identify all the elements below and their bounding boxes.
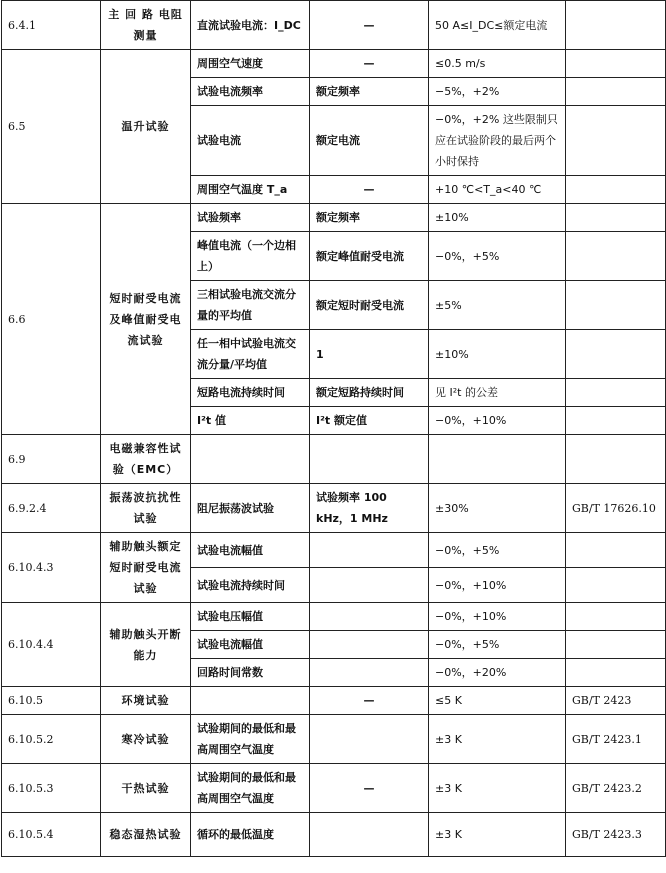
- standard-cell: [566, 435, 666, 484]
- tolerance-cell: ≤0.5 m/s: [429, 50, 566, 78]
- tolerance-cell: ±10%: [429, 330, 566, 379]
- parameter-cell: 短路电流持续时间: [191, 379, 310, 407]
- condition-cell: [310, 631, 429, 659]
- standard-cell: GB/T 2423.2: [566, 764, 666, 813]
- standard-cell: [566, 1, 666, 50]
- standard-cell: GB/T 2423.1: [566, 715, 666, 764]
- parameter-cell: [191, 435, 310, 484]
- standard-cell: [566, 330, 666, 379]
- standard-cell: GB/T 17626.10: [566, 484, 666, 533]
- test-name: 辅助触头额定短时耐受电流试验: [101, 533, 191, 603]
- parameter-cell: 回路时间常数: [191, 659, 310, 687]
- standard-cell: [566, 631, 666, 659]
- tolerance-cell: ±10%: [429, 204, 566, 232]
- standard-cell: [566, 568, 666, 603]
- condition-cell: —: [310, 176, 429, 204]
- condition-cell: [310, 603, 429, 631]
- condition-cell: —: [310, 50, 429, 78]
- test-name: 主 回 路 电阻测量: [101, 1, 191, 50]
- test-name: 振荡波抗扰性试验: [101, 484, 191, 533]
- table-row: [2, 813, 666, 857]
- tolerance-cell: +10 ℃<T_a<40 ℃: [429, 176, 566, 204]
- standard-cell: [566, 659, 666, 687]
- clause-number: 6.6: [2, 204, 101, 435]
- tolerance-cell: ±3 K: [429, 715, 566, 764]
- parameter-cell: 任一相中试验电流交流分量/平均值: [191, 330, 310, 379]
- table-row: [2, 764, 666, 813]
- tolerance-cell: [429, 435, 566, 484]
- parameter-cell: 周围空气温度 T_a: [191, 176, 310, 204]
- table-row: [2, 204, 666, 232]
- test-name: 环境试验: [101, 687, 191, 715]
- tolerance-cell: ±30%: [429, 484, 566, 533]
- parameter-cell: 循环的最低温度: [191, 813, 310, 857]
- parameter-cell: 试验期间的最低和最高周围空气温度: [191, 715, 310, 764]
- test-name: 温升试验: [101, 50, 191, 204]
- parameter-cell: 阻尼振荡波试验: [191, 484, 310, 533]
- parameter-cell: 试验电流幅值: [191, 533, 310, 568]
- standard-cell: [566, 78, 666, 106]
- standard-cell: [566, 281, 666, 330]
- parameter-cell: 试验频率: [191, 204, 310, 232]
- standard-cell: [566, 176, 666, 204]
- table-row: [2, 687, 666, 715]
- test-name: 稳态湿热试验: [101, 813, 191, 857]
- clause-number: 6.10.5.4: [2, 813, 101, 857]
- parameter-cell: [191, 687, 310, 715]
- table-row: [2, 715, 666, 764]
- condition-cell: 1: [310, 330, 429, 379]
- tolerance-cell: −5%，+2%: [429, 78, 566, 106]
- clause-number: 6.4.1: [2, 1, 101, 50]
- condition-cell: 额定峰值耐受电流: [310, 232, 429, 281]
- parameter-cell: I²t 值: [191, 407, 310, 435]
- test-name: 短时耐受电流及峰值耐受电流试验: [101, 204, 191, 435]
- standard-cell: [566, 379, 666, 407]
- parameter-cell: 试验电流频率: [191, 78, 310, 106]
- standard-cell: [566, 232, 666, 281]
- parameter-cell: 试验电流持续时间: [191, 568, 310, 603]
- tolerance-cell: 50 A≤I_DC≤额定电流: [429, 1, 566, 50]
- parameter-cell: 试验电压幅值: [191, 603, 310, 631]
- standard-cell: [566, 106, 666, 176]
- parameter-cell: 试验期间的最低和最高周围空气温度: [191, 764, 310, 813]
- table-row: [2, 484, 666, 533]
- table-row: [2, 533, 666, 568]
- tolerance-cell: −0%，+10%: [429, 603, 566, 631]
- condition-cell: 额定电流: [310, 106, 429, 176]
- clause-number: 6.10.5: [2, 687, 101, 715]
- condition-cell: —: [310, 1, 429, 50]
- tolerance-table: [1, 0, 666, 857]
- clause-number: 6.10.5.3: [2, 764, 101, 813]
- tolerance-cell: ±3 K: [429, 764, 566, 813]
- tolerance-cell: ±5%: [429, 281, 566, 330]
- clause-number: 6.5: [2, 50, 101, 204]
- test-name: 干热试验: [101, 764, 191, 813]
- tolerance-cell: −0%，+2% 这些限制只应在试验阶段的最后两个小时保持: [429, 106, 566, 176]
- condition-cell: 额定频率: [310, 204, 429, 232]
- parameter-cell: 直流试验电流：I_DC: [191, 1, 310, 50]
- condition-cell: 试验频率 100 kHz，1 MHz: [310, 484, 429, 533]
- condition-cell: [310, 813, 429, 857]
- standard-cell: GB/T 2423.3: [566, 813, 666, 857]
- standard-cell: [566, 603, 666, 631]
- condition-cell: [310, 435, 429, 484]
- clause-number: 6.10.4.3: [2, 533, 101, 603]
- table-row: [2, 603, 666, 631]
- condition-cell: I²t 额定值: [310, 407, 429, 435]
- table-row: [2, 50, 666, 78]
- clause-number: 6.9: [2, 435, 101, 484]
- parameter-cell: 试验电流幅值: [191, 631, 310, 659]
- standard-cell: [566, 407, 666, 435]
- condition-cell: [310, 533, 429, 568]
- clause-number: 6.10.5.2: [2, 715, 101, 764]
- tolerance-cell: −0%，+10%: [429, 568, 566, 603]
- standard-cell: GB/T 2423: [566, 687, 666, 715]
- table-row: [2, 1, 666, 50]
- tolerance-cell: −0%，+5%: [429, 533, 566, 568]
- condition-cell: —: [310, 687, 429, 715]
- test-name: 辅助触头开断能力: [101, 603, 191, 687]
- parameter-cell: 三相试验电流交流分量的平均值: [191, 281, 310, 330]
- tolerance-cell: −0%，+5%: [429, 232, 566, 281]
- tolerance-cell: 见 I²t 的公差: [429, 379, 566, 407]
- standard-cell: [566, 50, 666, 78]
- condition-cell: 额定频率: [310, 78, 429, 106]
- parameter-cell: 周围空气速度: [191, 50, 310, 78]
- parameter-cell: 峰值电流（一个边相上）: [191, 232, 310, 281]
- test-name: 电磁兼容性试验（EMC）: [101, 435, 191, 484]
- condition-cell: [310, 659, 429, 687]
- standard-cell: [566, 533, 666, 568]
- tolerance-cell: −0%，+20%: [429, 659, 566, 687]
- tolerance-cell: −0%，+5%: [429, 631, 566, 659]
- condition-cell: [310, 715, 429, 764]
- test-name: 寒冷试验: [101, 715, 191, 764]
- tolerance-cell: −0%，+10%: [429, 407, 566, 435]
- tolerance-cell: ≤5 K: [429, 687, 566, 715]
- condition-cell: 额定短时耐受电流: [310, 281, 429, 330]
- clause-number: 6.10.4.4: [2, 603, 101, 687]
- tolerance-cell: ±3 K: [429, 813, 566, 857]
- condition-cell: [310, 568, 429, 603]
- table-row: [2, 435, 666, 484]
- clause-number: 6.9.2.4: [2, 484, 101, 533]
- parameter-cell: 试验电流: [191, 106, 310, 176]
- standard-cell: [566, 204, 666, 232]
- condition-cell: 额定短路持续时间: [310, 379, 429, 407]
- condition-cell: —: [310, 764, 429, 813]
